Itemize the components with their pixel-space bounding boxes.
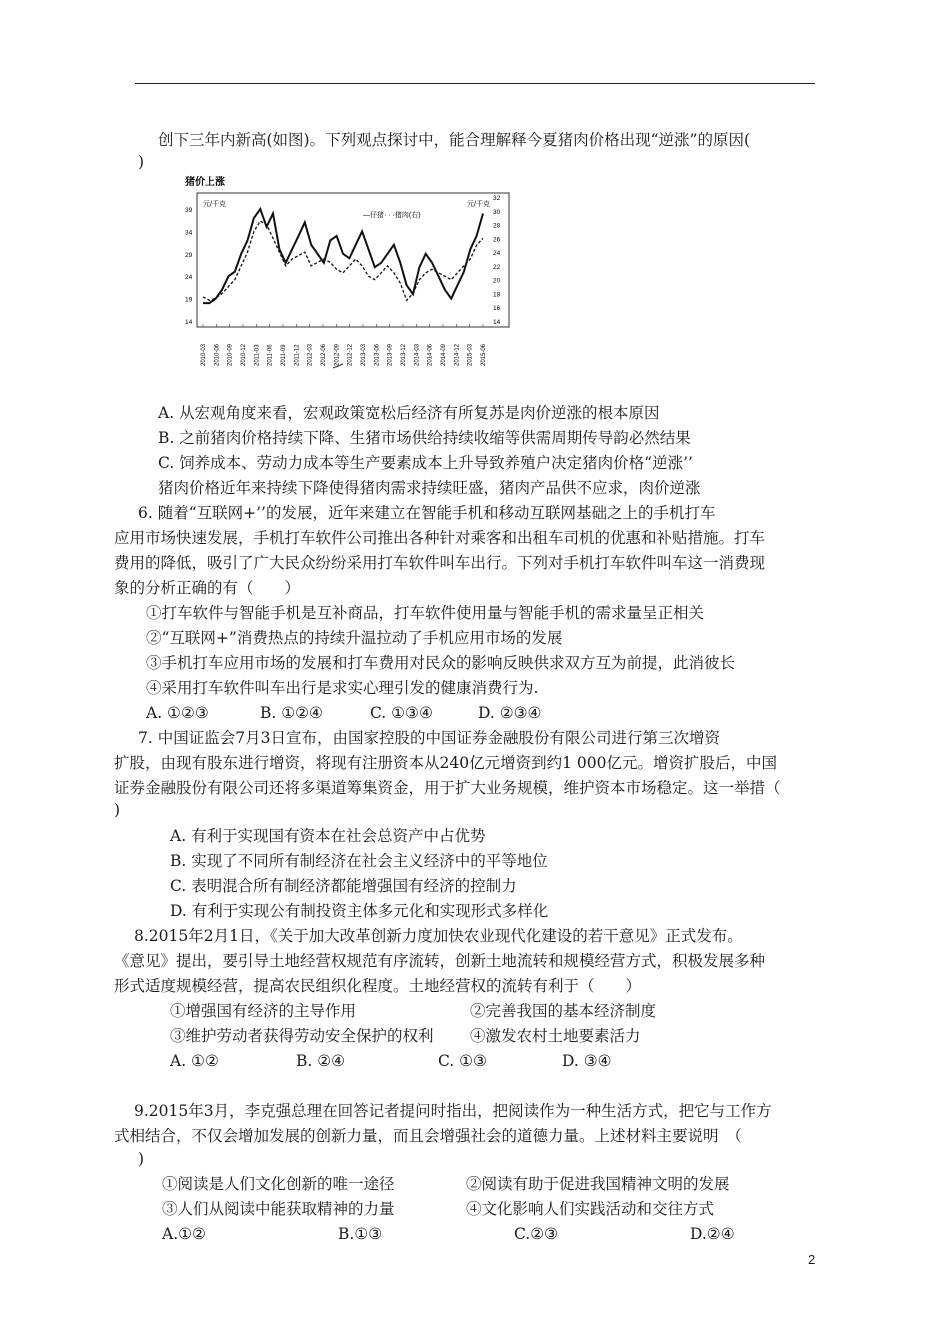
- q5-option-b: B. 之前猪肉价格持续下降、生猪市场供给持续收缩等供需周期传导韵必然结果: [158, 429, 691, 447]
- q8-item-4: ④激发农村土地要素活力: [470, 1027, 641, 1045]
- y-right-tick-label: 28: [493, 222, 501, 230]
- q7-option-a: A. 有利于实现国有资本在社会总资产中占优势: [170, 827, 486, 845]
- q7-line4: ): [114, 801, 121, 819]
- q6-line4: 象的分析正确的有（ ）: [114, 579, 301, 597]
- x-tick-label: 2012-12: [347, 343, 354, 366]
- q9-choice-c: C.②③: [514, 1225, 559, 1243]
- q6-line1: 6. 随着“互联网+’’的发展，近年来建立在智能手机和移动互联网基础之上的手机打车: [138, 504, 716, 522]
- pig-price-chart: [183, 173, 523, 373]
- chart-legend: —仔猪· · ·猪肉(右): [363, 212, 421, 219]
- y-right-tick-label: 14: [493, 319, 501, 326]
- x-tick-label: 2013-06: [374, 343, 381, 366]
- chart-title: 猪价上涨: [185, 177, 225, 188]
- x-tick-label: 2010-03: [201, 343, 207, 366]
- q6-choice-d: D. ②③④: [478, 704, 542, 722]
- q8-item-3: ③维护劳动者获得劳动安全保护的权利: [170, 1027, 434, 1045]
- q8-line3: 形式适度规模经营，提高农民组织化程度。土地经营权的流转有利于（ ）: [114, 977, 642, 995]
- q7-option-c: C. 表明混合所有制经济都能增强国有经济的控制力: [170, 877, 517, 895]
- q8-choice-d: D. ③④: [562, 1052, 612, 1070]
- x-tick-label: 2012-03: [307, 343, 314, 366]
- x-tick-label: 2014-03: [414, 343, 421, 366]
- header-rule: [135, 83, 815, 84]
- y-right-tick-label: 16: [493, 305, 501, 313]
- q9-line1: 9.2015年3月，李克强总理在回答记者提问时指出，把阅读作为一种生活方式，把它与工作方: [134, 1102, 772, 1120]
- y-right-tick-label: 18: [493, 291, 501, 299]
- q9-item-4: ④文化影响人们实践活动和交往方式: [466, 1200, 715, 1218]
- q9-choice-d: D.②④: [690, 1225, 735, 1243]
- x-tick-label: 2014-06: [427, 343, 434, 366]
- y-left-tick-label: 14: [185, 319, 193, 326]
- y-left-tick-label: 19: [185, 296, 193, 304]
- x-tick-label: 2010-06: [214, 343, 221, 366]
- q9-choice-b: B.①③: [338, 1225, 383, 1243]
- y-right-tick-label: 20: [493, 277, 501, 285]
- x-tick-label: 2012-09: [334, 343, 341, 366]
- page-number: 2: [808, 1252, 816, 1267]
- q9-item-2: ②阅读有助于促进我国精神文明的发展: [466, 1175, 730, 1193]
- q5-option-d: 猪肉价格近年来持续下降使得猪肉需求持续旺盛，猪肉产品供不应求，肉价逆涨: [158, 479, 701, 497]
- q7-line3: 证券金融股份有限公司还将多渠道筹集资金，用于扩大业务规模，维护资本市场稳定。这一举措（: [114, 779, 781, 797]
- chart-left-unit: 元/千克: [203, 201, 226, 208]
- q6-line2: 应用市场快速发展，手机打车软件公司推出各种针对乘客和出租车司机的优惠和补贴措施。打车: [114, 529, 766, 547]
- q8-choice-a: A. ①②: [170, 1052, 219, 1070]
- x-tick-label: 2011-06: [267, 344, 274, 366]
- x-tick-label: 2011-03: [254, 344, 261, 366]
- y-right-tick-label: 26: [493, 236, 501, 244]
- y-right-tick-label: 32: [493, 195, 501, 202]
- q8-line2: 《意见》提出，要引导土地经营权规范有序流转，创新土地流转和规模经营方式，积极发展多种: [114, 952, 766, 970]
- q6-item-2: ②“互联网+”消费热点的持续升温拉动了手机应用市场的发展: [146, 629, 563, 647]
- q8-choice-c: C. ①③: [438, 1052, 487, 1070]
- y-right-tick-label: 24: [493, 250, 501, 258]
- q6-line3: 费用的降低，吸引了广大民众纷纷采用打车软件叫车出行。下列对手机打车软件叫车这一消费现: [114, 554, 766, 572]
- q5-stem-line1: 创下三年内新高(如图)。下列观点探讨中，能合理解释今夏猪肉价格出现“逆涨”的原因(: [158, 131, 750, 149]
- q9-choice-a: A.①②: [162, 1225, 206, 1243]
- y-left-tick-label: 24: [185, 274, 193, 282]
- q7-line1: 7. 中国证监会7月3日宣布，由国家控股的中国证券金融股份有限公司进行第三次增资: [138, 729, 720, 747]
- q5-option-a: A. 从宏观角度来看，宏观政策宽松后经济有所复苏是肉价逆涨的根本原因: [158, 404, 660, 422]
- q9-item-1: ①阅读是人们文化创新的唯一途径: [162, 1175, 395, 1193]
- y-right-tick-label: 22: [493, 263, 501, 271]
- q6-choice-c: C. ①③④: [370, 704, 433, 722]
- series-line-pork: [203, 221, 483, 300]
- x-tick-label: 2015-03: [467, 343, 474, 366]
- x-tick-label: 2013-12: [401, 343, 407, 366]
- x-tick-label: 2014-09: [441, 343, 447, 366]
- q6-item-4: ④采用打车软件叫车出行是求实心理引发的健康消费行为.: [146, 679, 539, 697]
- y-left-tick-label: 34: [185, 229, 193, 237]
- y-left-tick-label: 39: [185, 207, 193, 214]
- x-tick-label: 2013-09: [387, 343, 394, 366]
- q5-option-c: C. 饲养成本、劳动力成本等生产要素成本上升导致养殖户决定猪肉价格“逆涨’’: [158, 454, 693, 472]
- q7-option-d: D. 有利于实现公有制投资主体多元化和实现形式多样化: [170, 902, 549, 920]
- x-tick-label: 2015-06: [481, 343, 487, 366]
- q7-option-b: B. 实现了不同所有制经济在社会主义经济中的平等地位: [170, 852, 548, 870]
- q6-item-1: ①打车软件与智能手机是互补商品，打车软件使用量与智能手机的需求量呈正相关: [146, 604, 705, 622]
- q9-item-3: ③人们从阅读中能获取精神的力量: [162, 1200, 395, 1218]
- q6-choice-a: A. ①②③: [146, 704, 209, 722]
- chart-right-unit: 元/千克: [467, 201, 490, 208]
- q9-line2: 式相结合，不仅会增加发展的创新力量，而且会增强社会的道德力量。上述材料主要说明 （: [114, 1127, 742, 1145]
- q8-item-1: ①增强国有经济的主导作用: [170, 1002, 357, 1020]
- q5-stem-line2: ): [138, 153, 145, 171]
- x-tick-label: 2013-03: [361, 343, 367, 366]
- q6-choice-b: B. ①②④: [260, 704, 323, 722]
- q7-line2: 扩股，由现有股东进行增资，将现有注册资本从240亿元增资到约1 000亿元。增资扩股后，中国: [114, 754, 777, 772]
- x-tick-label: 2011-09: [281, 344, 287, 366]
- q8-choice-b: B. ②④: [296, 1052, 346, 1070]
- q8-item-2: ②完善我国的基本经济制度: [470, 1002, 657, 1020]
- q9-line3: ): [138, 1150, 145, 1168]
- x-tick-label: 2014-12: [454, 343, 461, 366]
- q6-item-3: ③手机打车应用市场的发展和打车费用对民众的影响反映供求双方互为前提，此消彼长: [146, 654, 736, 672]
- x-tick-label: 2010-12: [241, 343, 247, 366]
- x-tick-label: 2011-12: [294, 344, 301, 366]
- y-left-tick-label: 29: [185, 251, 193, 259]
- x-tick-label: 2012-06: [321, 343, 327, 366]
- q8-line1: 8.2015年2月1日，《关于加大改革创新力度加快农业现代化建设的若干意见》正式发布。: [134, 927, 743, 945]
- y-right-tick-label: 30: [493, 208, 501, 216]
- chart-svg: [183, 173, 523, 373]
- x-tick-label: 2010-09: [227, 343, 234, 366]
